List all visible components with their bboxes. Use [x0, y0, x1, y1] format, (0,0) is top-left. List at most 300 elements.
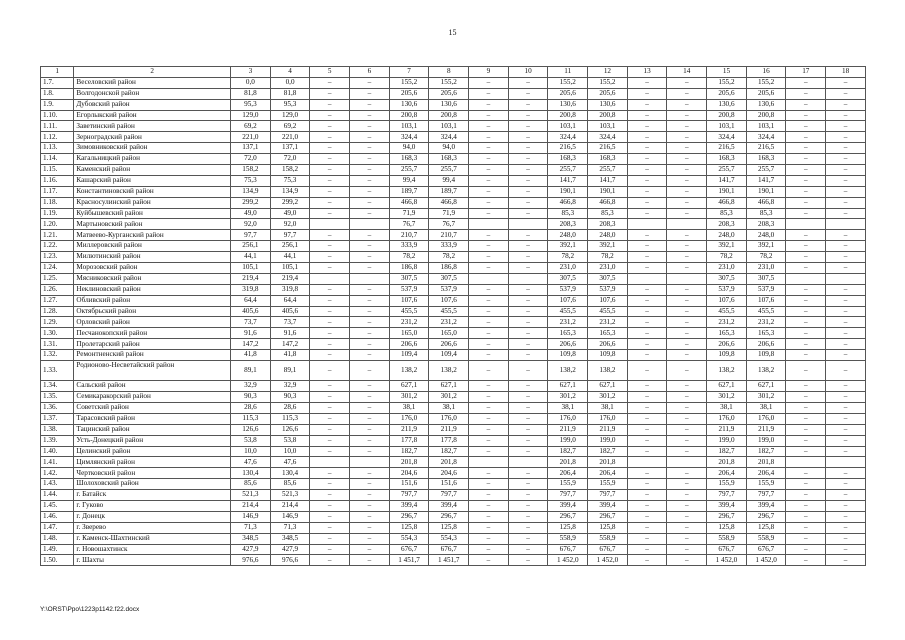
value-cell: –: [826, 110, 866, 121]
value-cell: 168,3: [548, 154, 588, 165]
value-cell: –: [826, 544, 866, 555]
value-cell: –: [826, 446, 866, 457]
value-cell: 109,8: [746, 350, 786, 361]
value-cell: –: [667, 479, 707, 490]
value-cell: –: [667, 392, 707, 403]
value-cell: –: [469, 511, 509, 522]
value-cell: –: [667, 350, 707, 361]
value-cell: 78,2: [429, 252, 469, 263]
value-cell: 95,3: [270, 99, 310, 110]
value-cell: [469, 457, 509, 468]
district-name: Тарасовский район: [74, 413, 231, 424]
value-cell: –: [826, 165, 866, 176]
value-cell: 103,1: [746, 121, 786, 132]
row-number: 1.34.: [41, 381, 74, 392]
value-cell: –: [667, 284, 707, 295]
value-cell: 201,8: [707, 457, 747, 468]
value-cell: –: [469, 328, 509, 339]
value-cell: –: [350, 555, 390, 566]
value-cell: 78,2: [389, 252, 429, 263]
value-cell: –: [469, 110, 509, 121]
value-cell: 109,4: [429, 350, 469, 361]
value-cell: 627,1: [389, 381, 429, 392]
value-cell: –: [469, 230, 509, 241]
value-cell: –: [310, 339, 350, 350]
district-name: Зимовниковский район: [74, 143, 231, 154]
table-row: [41, 381, 866, 392]
value-cell: –: [786, 381, 826, 392]
table-row: [41, 501, 866, 512]
value-cell: –: [667, 241, 707, 252]
value-cell: 165,0: [429, 328, 469, 339]
table-row: [41, 99, 866, 110]
value-cell: –: [310, 186, 350, 197]
value-cell: –: [350, 77, 390, 88]
table-row: [41, 186, 866, 197]
row-number: 1.41.: [41, 457, 74, 468]
district-name: Кагальницкий район: [74, 154, 231, 165]
value-cell: –: [310, 424, 350, 435]
value-cell: 138,2: [548, 361, 588, 381]
district-name: Цимлянский район: [74, 457, 231, 468]
value-cell: 797,7: [548, 490, 588, 501]
value-cell: 158,2: [231, 165, 271, 176]
value-cell: 176,0: [429, 413, 469, 424]
value-cell: –: [508, 317, 548, 328]
value-cell: –: [826, 403, 866, 414]
district-name: Каменский район: [74, 165, 231, 176]
value-cell: 126,6: [231, 424, 271, 435]
row-number: 1.17.: [41, 186, 74, 197]
value-cell: –: [469, 339, 509, 350]
value-cell: 676,7: [746, 544, 786, 555]
table-row: [41, 479, 866, 490]
value-cell: 71,3: [231, 522, 271, 533]
value-cell: –: [627, 424, 667, 435]
value-cell: 537,9: [429, 284, 469, 295]
value-cell: 190,1: [588, 186, 628, 197]
value-cell: –: [627, 110, 667, 121]
value-cell: 255,7: [588, 165, 628, 176]
value-cell: –: [350, 197, 390, 208]
value-cell: –: [469, 381, 509, 392]
value-cell: –: [627, 403, 667, 414]
table-row: [41, 175, 866, 186]
value-cell: –: [350, 522, 390, 533]
value-cell: –: [508, 110, 548, 121]
value-cell: 155,2: [707, 77, 747, 88]
value-cell: –: [469, 186, 509, 197]
value-cell: –: [469, 121, 509, 132]
value-cell: 64,4: [231, 295, 271, 306]
value-cell: 324,4: [548, 132, 588, 143]
district-name: Усть-Донецкий район: [74, 435, 231, 446]
value-cell: 130,6: [389, 99, 429, 110]
value-cell: 129,0: [270, 110, 310, 121]
value-cell: 466,8: [548, 197, 588, 208]
row-number: 1.22.: [41, 241, 74, 252]
value-cell: 554,3: [429, 533, 469, 544]
value-cell: 107,6: [746, 295, 786, 306]
value-cell: –: [667, 328, 707, 339]
value-cell: –: [667, 186, 707, 197]
value-cell: –: [627, 175, 667, 186]
value-cell: 211,9: [389, 424, 429, 435]
value-cell: –: [469, 424, 509, 435]
table-row: [41, 413, 866, 424]
value-cell: –: [627, 511, 667, 522]
value-cell: 92,0: [270, 219, 310, 230]
value-cell: –: [627, 143, 667, 154]
value-cell: 155,2: [588, 77, 628, 88]
value-cell: [469, 219, 509, 230]
value-cell: –: [826, 241, 866, 252]
value-cell: –: [469, 154, 509, 165]
column-header: 5: [310, 67, 350, 78]
value-cell: –: [508, 165, 548, 176]
district-name: Куйбышевский район: [74, 208, 231, 219]
value-cell: –: [826, 143, 866, 154]
value-cell: –: [310, 77, 350, 88]
value-cell: –: [350, 241, 390, 252]
value-cell: –: [508, 175, 548, 186]
row-number: 1.26.: [41, 284, 74, 295]
value-cell: –: [508, 522, 548, 533]
value-cell: 165,3: [707, 328, 747, 339]
row-number: 1.14.: [41, 154, 74, 165]
value-cell: 296,7: [429, 511, 469, 522]
value-cell: 231,2: [588, 317, 628, 328]
district-name: Родионово-Несветайский район: [74, 361, 231, 381]
value-cell: 89,1: [270, 361, 310, 381]
value-cell: –: [667, 208, 707, 219]
value-cell: 211,9: [429, 424, 469, 435]
value-cell: 186,8: [429, 263, 469, 274]
value-cell: 201,8: [588, 457, 628, 468]
value-cell: 455,5: [429, 306, 469, 317]
value-cell: –: [786, 490, 826, 501]
value-cell: 537,9: [548, 284, 588, 295]
value-cell: –: [667, 446, 707, 457]
value-cell: –: [667, 435, 707, 446]
district-name: Неклиновский район: [74, 284, 231, 295]
value-cell: –: [508, 252, 548, 263]
value-cell: [627, 273, 667, 284]
value-cell: 130,6: [746, 99, 786, 110]
table-row: [41, 403, 866, 414]
value-cell: 301,2: [707, 392, 747, 403]
value-cell: 130,6: [548, 99, 588, 110]
value-cell: 85,3: [588, 208, 628, 219]
value-cell: –: [469, 413, 509, 424]
value-cell: 155,2: [429, 77, 469, 88]
value-cell: 219,4: [270, 273, 310, 284]
value-cell: –: [627, 165, 667, 176]
value-cell: [627, 219, 667, 230]
value-cell: 165,3: [588, 328, 628, 339]
value-cell: [469, 273, 509, 284]
value-cell: –: [508, 555, 548, 566]
value-cell: 558,9: [707, 533, 747, 544]
value-cell: –: [310, 175, 350, 186]
value-cell: –: [826, 208, 866, 219]
value-cell: –: [786, 350, 826, 361]
value-cell: –: [786, 132, 826, 143]
value-cell: 85,6: [231, 479, 271, 490]
value-cell: 248,0: [746, 230, 786, 241]
value-cell: –: [469, 252, 509, 263]
value-cell: 200,8: [429, 110, 469, 121]
value-cell: 190,1: [548, 186, 588, 197]
value-cell: 105,1: [270, 263, 310, 274]
value-cell: 125,8: [707, 522, 747, 533]
value-cell: 158,2: [270, 165, 310, 176]
value-cell: –: [508, 208, 548, 219]
value-cell: –: [310, 533, 350, 544]
value-cell: –: [667, 468, 707, 479]
value-cell: 333,9: [389, 241, 429, 252]
value-cell: 105,1: [231, 263, 271, 274]
value-cell: 1 452,0: [707, 555, 747, 566]
value-cell: 676,7: [548, 544, 588, 555]
value-cell: –: [350, 424, 390, 435]
value-cell: 676,7: [707, 544, 747, 555]
table-row: [41, 77, 866, 88]
value-cell: –: [786, 175, 826, 186]
value-cell: –: [350, 511, 390, 522]
value-cell: 466,8: [707, 197, 747, 208]
value-cell: 0,0: [231, 77, 271, 88]
row-number: 1.19.: [41, 208, 74, 219]
value-cell: –: [350, 175, 390, 186]
value-cell: –: [469, 263, 509, 274]
column-header: 9: [469, 67, 509, 78]
value-cell: 307,5: [429, 273, 469, 284]
value-cell: –: [786, 424, 826, 435]
value-cell: –: [469, 533, 509, 544]
value-cell: –: [786, 306, 826, 317]
row-number: 1.18.: [41, 197, 74, 208]
value-cell: –: [350, 88, 390, 99]
value-cell: –: [508, 544, 548, 555]
value-cell: 627,1: [429, 381, 469, 392]
row-number: 1.27.: [41, 295, 74, 306]
value-cell: 797,7: [429, 490, 469, 501]
district-name: Тацинский район: [74, 424, 231, 435]
value-cell: 399,4: [389, 501, 429, 512]
value-cell: –: [627, 154, 667, 165]
district-name: Пролетарский район: [74, 339, 231, 350]
district-name: Егорлыкский район: [74, 110, 231, 121]
value-cell: 41,8: [231, 350, 271, 361]
value-cell: 168,3: [746, 154, 786, 165]
value-cell: 130,6: [588, 99, 628, 110]
value-cell: –: [667, 143, 707, 154]
value-cell: –: [310, 479, 350, 490]
value-cell: 109,8: [548, 350, 588, 361]
value-cell: 99,4: [389, 175, 429, 186]
value-cell: –: [508, 435, 548, 446]
header-row: [41, 67, 866, 78]
value-cell: –: [627, 350, 667, 361]
value-cell: –: [508, 424, 548, 435]
value-cell: 405,6: [231, 306, 271, 317]
column-header: 3: [231, 67, 271, 78]
value-cell: 10,0: [231, 446, 271, 457]
value-cell: 976,6: [231, 555, 271, 566]
value-cell: 219,4: [231, 273, 271, 284]
value-cell: 182,7: [588, 446, 628, 457]
table-row: [41, 273, 866, 284]
value-cell: –: [310, 295, 350, 306]
value-cell: –: [508, 490, 548, 501]
column-header: 12: [588, 67, 628, 78]
value-cell: –: [627, 132, 667, 143]
value-cell: 537,9: [707, 284, 747, 295]
value-cell: 976,6: [270, 555, 310, 566]
value-cell: 103,1: [429, 121, 469, 132]
column-header: 2: [74, 67, 231, 78]
value-cell: –: [310, 555, 350, 566]
value-cell: –: [667, 230, 707, 241]
value-cell: 107,6: [548, 295, 588, 306]
column-header: 13: [627, 67, 667, 78]
value-cell: 41,8: [270, 350, 310, 361]
value-cell: 141,7: [588, 175, 628, 186]
value-cell: 200,8: [548, 110, 588, 121]
value-cell: –: [508, 350, 548, 361]
value-cell: –: [667, 154, 707, 165]
value-cell: 214,4: [231, 501, 271, 512]
value-cell: 129,0: [231, 110, 271, 121]
value-cell: 199,0: [588, 435, 628, 446]
value-cell: –: [826, 555, 866, 566]
value-cell: –: [667, 544, 707, 555]
row-number: 1.20.: [41, 219, 74, 230]
value-cell: –: [310, 361, 350, 381]
value-cell: –: [310, 511, 350, 522]
value-cell: 554,3: [389, 533, 429, 544]
value-cell: [508, 457, 548, 468]
value-cell: –: [826, 350, 866, 361]
value-cell: –: [469, 392, 509, 403]
value-cell: –: [667, 533, 707, 544]
value-cell: 221,0: [231, 132, 271, 143]
value-cell: –: [508, 381, 548, 392]
value-cell: –: [350, 392, 390, 403]
value-cell: –: [310, 468, 350, 479]
value-cell: –: [826, 99, 866, 110]
value-cell: 155,9: [588, 479, 628, 490]
value-cell: 94,0: [389, 143, 429, 154]
table-row: [41, 446, 866, 457]
value-cell: –: [667, 252, 707, 263]
value-cell: 797,7: [588, 490, 628, 501]
value-cell: 168,3: [429, 154, 469, 165]
value-cell: 130,6: [429, 99, 469, 110]
value-cell: –: [508, 511, 548, 522]
value-cell: 165,3: [548, 328, 588, 339]
table-row: [41, 306, 866, 317]
value-cell: –: [786, 435, 826, 446]
value-cell: 466,8: [588, 197, 628, 208]
value-cell: –: [786, 99, 826, 110]
value-cell: –: [469, 317, 509, 328]
table-row: [41, 317, 866, 328]
value-cell: 97,7: [231, 230, 271, 241]
value-cell: 797,7: [707, 490, 747, 501]
value-cell: –: [310, 132, 350, 143]
value-cell: 1 451,7: [389, 555, 429, 566]
table-row: [41, 533, 866, 544]
value-cell: 307,5: [707, 273, 747, 284]
value-cell: 204,6: [429, 468, 469, 479]
table-row: [41, 392, 866, 403]
value-cell: 138,2: [707, 361, 747, 381]
value-cell: –: [627, 77, 667, 88]
value-cell: –: [350, 446, 390, 457]
value-cell: 138,2: [746, 361, 786, 381]
value-cell: 115,3: [270, 413, 310, 424]
value-cell: 255,7: [389, 165, 429, 176]
value-cell: 97,7: [270, 230, 310, 241]
district-name: Константиновский район: [74, 186, 231, 197]
value-cell: 115,3: [231, 413, 271, 424]
value-cell: –: [350, 263, 390, 274]
value-cell: 208,3: [746, 219, 786, 230]
table-row: [41, 154, 866, 165]
row-number: 1.37.: [41, 413, 74, 424]
value-cell: 168,3: [588, 154, 628, 165]
value-cell: –: [786, 511, 826, 522]
value-cell: –: [310, 522, 350, 533]
value-cell: –: [310, 403, 350, 414]
value-cell: 299,2: [231, 197, 271, 208]
value-cell: –: [508, 295, 548, 306]
value-cell: 231,0: [588, 263, 628, 274]
value-cell: –: [667, 77, 707, 88]
value-cell: 137,1: [270, 143, 310, 154]
value-cell: 176,0: [707, 413, 747, 424]
value-cell: –: [826, 490, 866, 501]
value-cell: –: [627, 490, 667, 501]
value-cell: 81,8: [231, 88, 271, 99]
district-name: Волгодонской район: [74, 88, 231, 99]
value-cell: –: [469, 544, 509, 555]
value-cell: –: [786, 154, 826, 165]
value-cell: –: [508, 339, 548, 350]
value-cell: –: [627, 435, 667, 446]
value-cell: –: [350, 328, 390, 339]
value-cell: –: [469, 479, 509, 490]
value-cell: –: [627, 121, 667, 132]
value-cell: 208,3: [588, 219, 628, 230]
value-cell: –: [786, 77, 826, 88]
value-cell: 85,3: [707, 208, 747, 219]
value-cell: 64,4: [270, 295, 310, 306]
value-cell: –: [508, 132, 548, 143]
row-number: 1.25.: [41, 273, 74, 284]
value-cell: –: [350, 284, 390, 295]
value-cell: –: [350, 230, 390, 241]
district-name: Красносулинский район: [74, 197, 231, 208]
value-cell: 125,8: [548, 522, 588, 533]
value-cell: 206,4: [588, 468, 628, 479]
table-row: [41, 522, 866, 533]
value-cell: 399,4: [429, 501, 469, 512]
value-cell: 301,2: [746, 392, 786, 403]
value-cell: –: [310, 446, 350, 457]
